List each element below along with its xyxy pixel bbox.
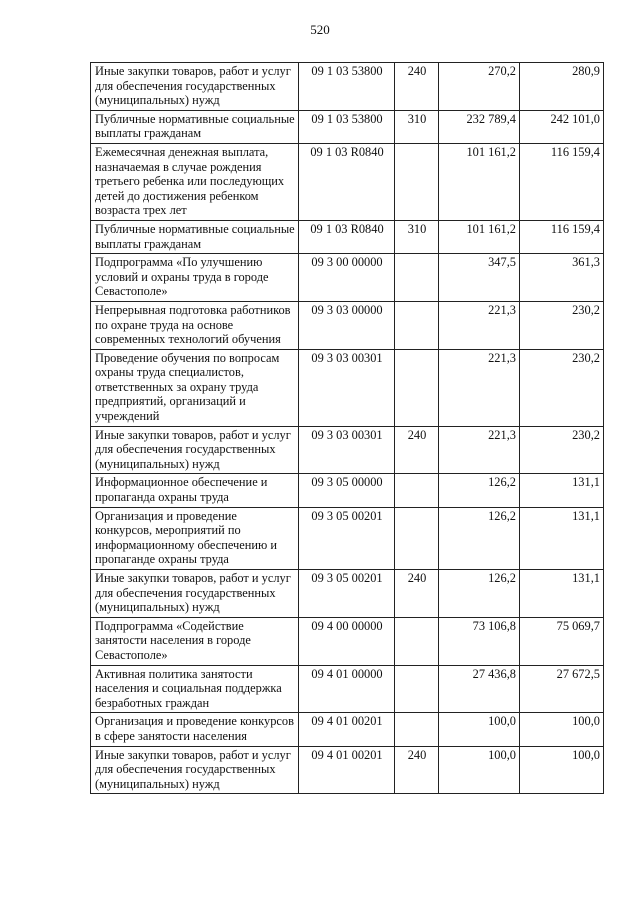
amount-year-2: 27 672,5	[520, 665, 604, 713]
expense-type-code	[395, 713, 439, 746]
target-article-code: 09 1 03 R0840	[299, 220, 395, 253]
target-article-code: 09 3 03 00301	[299, 349, 395, 426]
amount-year-1: 126,2	[439, 570, 520, 618]
table-row	[91, 220, 604, 253]
item-name: Иные закупки товаров, работ и услуг для обеспечения государственных (муниципальных) нужд	[91, 570, 299, 618]
expense-type-code	[395, 143, 439, 220]
item-name: Активная политика занятости населения и социальная поддержка безработных граждан	[91, 665, 299, 713]
amount-year-2: 230,2	[520, 426, 604, 474]
target-article-code: 09 3 05 00201	[299, 570, 395, 618]
table-row	[91, 746, 604, 794]
table-row	[91, 570, 604, 618]
table-row	[91, 474, 604, 507]
item-name: Иные закупки товаров, работ и услуг для обеспечения государственных (муниципальных) нужд	[91, 746, 299, 794]
expense-type-code: 240	[395, 746, 439, 794]
amount-year-1: 101 161,2	[439, 143, 520, 220]
item-name: Публичные нормативные социальные выплаты гражданам	[91, 110, 299, 143]
amount-year-1: 270,2	[439, 63, 520, 111]
table-row	[91, 63, 604, 111]
expense-type-code	[395, 665, 439, 713]
target-article-code: 09 3 05 00201	[299, 507, 395, 569]
target-article-code: 09 4 01 00201	[299, 746, 395, 794]
amount-year-1: 27 436,8	[439, 665, 520, 713]
amount-year-1: 221,3	[439, 301, 520, 349]
expense-type-code: 240	[395, 63, 439, 111]
budget-table	[90, 62, 604, 794]
amount-year-2: 361,3	[520, 254, 604, 302]
amount-year-1: 101 161,2	[439, 220, 520, 253]
table-row	[91, 617, 604, 665]
expense-type-code	[395, 349, 439, 426]
amount-year-2: 100,0	[520, 746, 604, 794]
expense-type-code	[395, 474, 439, 507]
amount-year-2: 116 159,4	[520, 220, 604, 253]
expense-type-code: 310	[395, 110, 439, 143]
item-name: Организация и проведение конкурсов в сфере занятости населения	[91, 713, 299, 746]
amount-year-2: 116 159,4	[520, 143, 604, 220]
amount-year-1: 73 106,8	[439, 617, 520, 665]
item-name: Подпрограмма «Содействие занятости населения в городе Севастополе»	[91, 617, 299, 665]
amount-year-1: 347,5	[439, 254, 520, 302]
table-row	[91, 301, 604, 349]
amount-year-1: 100,0	[439, 746, 520, 794]
amount-year-2: 280,9	[520, 63, 604, 111]
item-name: Иные закупки товаров, работ и услуг для обеспечения государственных (муниципальных) нужд	[91, 63, 299, 111]
target-article-code: 09 1 03 53800	[299, 63, 395, 111]
amount-year-2: 230,2	[520, 301, 604, 349]
expense-type-code	[395, 301, 439, 349]
table-row	[91, 713, 604, 746]
amount-year-1: 232 789,4	[439, 110, 520, 143]
amount-year-2: 75 069,7	[520, 617, 604, 665]
table-row	[91, 143, 604, 220]
expense-type-code: 310	[395, 220, 439, 253]
target-article-code: 09 4 01 00201	[299, 713, 395, 746]
item-name: Проведение обучения по вопросам охраны труда специалистов, ответственных за охрану труда предприятий, организаций и учреждений	[91, 349, 299, 426]
amount-year-1: 100,0	[439, 713, 520, 746]
amount-year-2: 230,2	[520, 349, 604, 426]
amount-year-1: 126,2	[439, 507, 520, 569]
amount-year-2: 131,1	[520, 570, 604, 618]
target-article-code: 09 3 03 00000	[299, 301, 395, 349]
item-name: Подпрограмма «По улучшению условий и охраны труда в городе Севастополе»	[91, 254, 299, 302]
expense-type-code: 240	[395, 426, 439, 474]
target-article-code: 09 1 03 53800	[299, 110, 395, 143]
amount-year-1: 221,3	[439, 349, 520, 426]
target-article-code: 09 3 03 00301	[299, 426, 395, 474]
amount-year-1: 221,3	[439, 426, 520, 474]
page-number: 520	[310, 22, 330, 37]
table-row	[91, 349, 604, 426]
amount-year-2: 242 101,0	[520, 110, 604, 143]
amount-year-2: 131,1	[520, 507, 604, 569]
table-row	[91, 426, 604, 474]
target-article-code: 09 1 03 R0840	[299, 143, 395, 220]
expense-type-code	[395, 617, 439, 665]
target-article-code: 09 4 01 00000	[299, 665, 395, 713]
item-name: Информационное обеспечение и пропаганда охраны труда	[91, 474, 299, 507]
item-name: Публичные нормативные социальные выплаты гражданам	[91, 220, 299, 253]
item-name: Непрерывная подготовка работников по охране труда на основе современных технологий обучения	[91, 301, 299, 349]
expense-type-code: 240	[395, 570, 439, 618]
expense-type-code	[395, 507, 439, 569]
target-article-code: 09 3 05 00000	[299, 474, 395, 507]
amount-year-1: 126,2	[439, 474, 520, 507]
expense-type-code	[395, 254, 439, 302]
amount-year-2: 131,1	[520, 474, 604, 507]
item-name: Ежемесячная денежная выплата, назначаемая в случае рождения третьего ребенка или последующих детей до достижения ребенком возраста трех лет	[91, 143, 299, 220]
target-article-code: 09 3 00 00000	[299, 254, 395, 302]
item-name: Организация и проведение конкурсов, мероприятий по информационному обеспечению и пропаганде охраны труда	[91, 507, 299, 569]
table-row	[91, 254, 604, 302]
amount-year-2: 100,0	[520, 713, 604, 746]
table-row	[91, 110, 604, 143]
item-name: Иные закупки товаров, работ и услуг для обеспечения государственных (муниципальных) нужд	[91, 426, 299, 474]
table-row	[91, 665, 604, 713]
table-row	[91, 507, 604, 569]
target-article-code: 09 4 00 00000	[299, 617, 395, 665]
